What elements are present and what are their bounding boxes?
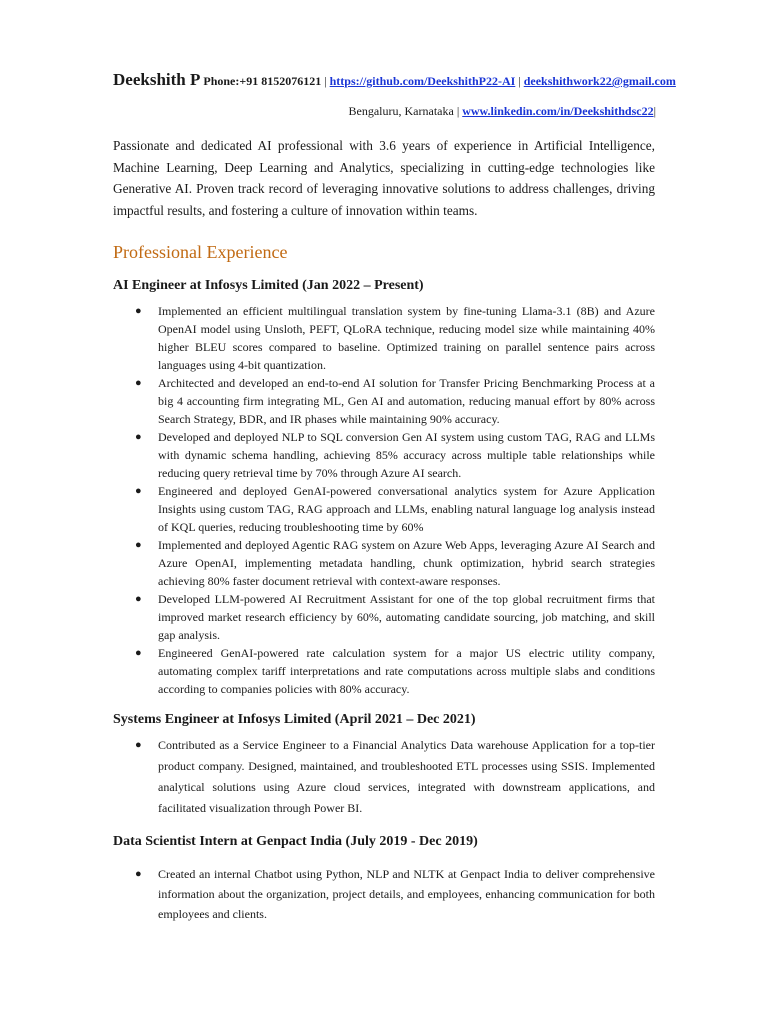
bullet-text: Engineered GenAI-powered rate calculation system for a major US electric utility company, automating complex tariff interpretations and rate computations across multiple slabs and conditions according to companies policies with 80% accuracy.: [158, 646, 655, 696]
list-item: [113, 735, 655, 819]
bullet-icon: ●: [135, 739, 142, 751]
bullet-text: Developed LLM-powered AI Recruitment Assistant for one of the top global recruitment firms that improved market research efficiency by 60%, automating candidate sourcing, job matching, and skill gap analysis.: [158, 592, 655, 642]
bullet-icon: ●: [135, 868, 142, 880]
candidate-name: Deekshith P: [113, 70, 201, 89]
section-title-experience: Professional Experience: [113, 242, 288, 262]
job-title: Data Scientist Intern at Genpact India (July 2019 - Dec 2019): [113, 834, 478, 849]
contact-header: [113, 70, 676, 90]
location: Bengaluru, Karnataka: [348, 104, 454, 118]
location-line: [349, 104, 656, 119]
bullet-text: Created an internal Chatbot using Python, NLP and NLTK at Genpact India to deliver comprehensive information about the organization, project details, and employees, enhancing communication for both employees and clients.: [158, 867, 655, 921]
list-item: [113, 374, 655, 428]
phone-number: Phone:+91 8152076121: [203, 74, 322, 88]
github-link[interactable]: https://github.com/DeekshithP22-AI: [329, 74, 516, 88]
list-item: [113, 428, 655, 482]
linkedin-link[interactable]: www.linkedin.com/in/Deekshithdsc22: [462, 104, 654, 118]
separator: |: [456, 104, 460, 118]
bullet-text: Developed and deployed NLP to SQL conversion Gen AI system using custom TAG, RAG and LLMs with dynamic schema handling, achieving 85% accuracy across multiple table relationships while reducing query retrieval time by 70% through Azure AI search.: [158, 430, 655, 480]
list-item: [113, 536, 655, 590]
bullet-icon: ●: [135, 431, 142, 443]
bullet-icon: ●: [135, 647, 142, 659]
bullet-text: Architected and developed an end-to-end AI solution for Transfer Pricing Benchmarking Process at a big 4 accounting firm integrating ML, Gen AI and automation, reducing manual effort by 80% across Search Strategy, BDR, and IR phases while maintaining 90% accuracy.: [158, 376, 655, 426]
bullet-icon: ●: [135, 305, 142, 317]
list-item: [113, 482, 655, 536]
list-item: [113, 644, 655, 698]
list-item: [113, 864, 655, 924]
separator: |: [518, 74, 521, 88]
bullet-icon: ●: [135, 593, 142, 605]
professional-summary: Passionate and dedicated AI professional with 3.6 years of experience in Artificial Intelligence, Machine Learning, Deep Learning and Analytics, specializing in cutting-edge technologies like Generative AI. Proven track record of leveraging innovative solutions to address challenges, driving impactful results, and fostering a culture of innovation within teams.: [113, 138, 655, 218]
job-title: Systems Engineer at Infosys Limited (April 2021 – Dec 2021): [113, 712, 476, 727]
bullet-text: Implemented and deployed Agentic RAG system on Azure Web Apps, leveraging Azure AI Search and Azure OpenAI, implementing metadata handling, chunk optimization, hybrid search strategies achieving 80% faster document retrieval with context-aware responses.: [158, 538, 655, 588]
bullet-text: Implemented an efficient multilingual translation system by fine-tuning Llama-3.1 (8B) and Azure OpenAI model using Unsloth, PEFT, QLoRA technique, reducing model size while maintaining 40% higher BLEU scores compared to baseline. Optimized training on parallel sentence pairs across languages using 4-bit quantization.: [158, 304, 655, 372]
job-bullet-list: [113, 302, 655, 698]
job-bullet-list: [113, 864, 655, 924]
job-bullet-list: [113, 735, 655, 819]
separator: |: [653, 104, 656, 118]
bullet-icon: ●: [135, 539, 142, 551]
list-item: [113, 590, 655, 644]
separator: |: [324, 74, 327, 88]
bullet-icon: ●: [135, 485, 142, 497]
bullet-icon: ●: [135, 377, 142, 389]
bullet-text: Engineered and deployed GenAI-powered conversational analytics system for Azure Application Insights using custom TAG, RAG approach and LLMs, enabling natural language log analysis instead of KQL queries, reducing troubleshooting time by 60%: [158, 484, 655, 534]
email-link[interactable]: deekshithwork22@gmail.com: [523, 74, 676, 88]
bullet-text: Contributed as a Service Engineer to a Financial Analytics Data warehouse Application for a top-tier product company. Designed, maintained, and troubleshooted ETL processes using SSIS. Implemented analytical solutions using Azure cloud services, integrated with downstream applications, and facilitated visualization through Power BI.: [158, 738, 655, 815]
job-title: AI Engineer at Infosys Limited (Jan 2022 – Present): [113, 278, 424, 293]
list-item: [113, 302, 655, 374]
